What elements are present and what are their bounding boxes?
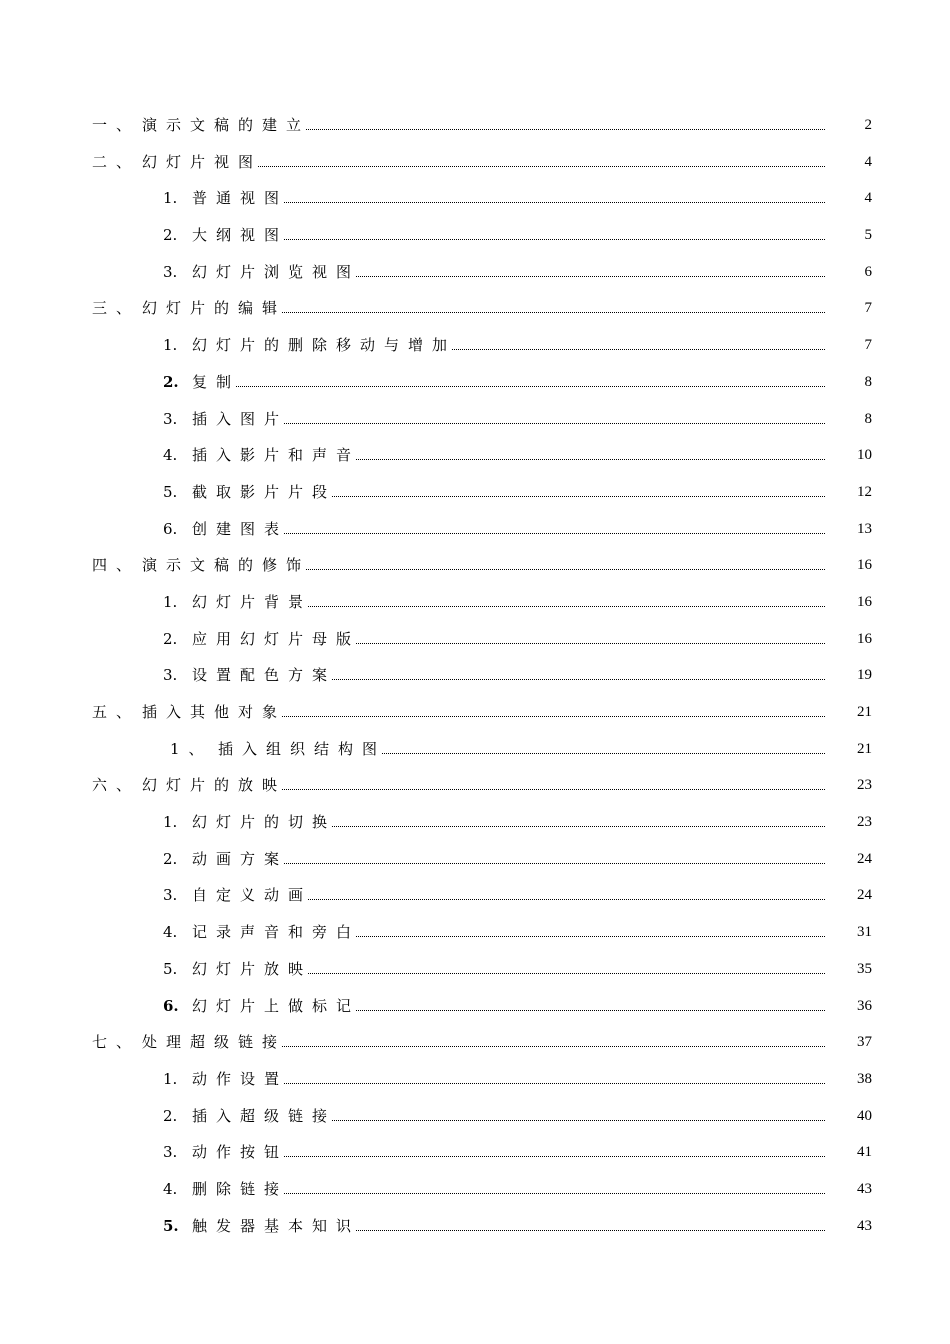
toc-entry-page: 19 [857, 667, 872, 684]
toc-leader-dots [356, 459, 825, 460]
toc-leader-dots [284, 239, 825, 240]
toc-entry-page: 21 [857, 740, 872, 757]
toc-entry-title: 插入组织结构图 [218, 739, 387, 758]
toc-entry-number: 4. [163, 446, 178, 465]
toc-entry-page: 16 [857, 630, 872, 647]
toc-entry-title: 设置配色方案 [192, 666, 337, 685]
toc-entry-number: 3. [163, 409, 178, 428]
toc-leader-dots [284, 533, 825, 534]
toc-leader-dots [258, 166, 825, 167]
toc-leader-dots [284, 1193, 825, 1194]
toc-entry-page: 23 [857, 814, 872, 831]
toc-leader-dots [356, 276, 825, 277]
toc-entry-page: 6 [864, 263, 872, 280]
toc-entry [0, 107, 950, 144]
toc-entry-page: 7 [864, 300, 872, 317]
toc-entry-title: 创建图表 [192, 519, 289, 538]
toc-entry [0, 180, 950, 217]
toc-entry-number: 2. [163, 226, 178, 245]
toc-entry-number: 三、 [92, 299, 141, 318]
toc-entry [0, 401, 950, 438]
toc-leader-dots [282, 312, 825, 313]
toc-entry-page: 36 [857, 997, 872, 1014]
toc-leader-dots [282, 1046, 825, 1047]
toc-entry-page: 10 [857, 447, 872, 464]
toc-entry-title: 幻灯片的删除移动与增加 [192, 336, 457, 355]
toc-entry-title: 应用幻灯片母版 [192, 629, 361, 648]
toc-entry [0, 437, 950, 474]
toc-entry-title: 幻灯片上做标记 [192, 996, 361, 1015]
toc-entry-number: 4. [163, 923, 178, 942]
toc-entry-title: 幻灯片的放映 [142, 776, 287, 795]
toc-entry [0, 914, 950, 951]
toc-entry-title: 动作按钮 [192, 1143, 289, 1162]
toc-entry-page: 23 [857, 777, 872, 794]
toc-entry [0, 1098, 950, 1135]
toc-entry-title: 触发器基本知识 [192, 1216, 361, 1235]
toc-entry [0, 767, 950, 804]
toc-leader-dots [356, 936, 825, 937]
toc-leader-dots [284, 202, 825, 203]
toc-entry-title: 处理超级链接 [142, 1033, 287, 1052]
toc-leader-dots [332, 826, 825, 827]
toc-entry-number: 1. [163, 592, 178, 611]
toc-entry-page: 24 [857, 850, 872, 867]
toc-leader-dots [356, 1230, 825, 1231]
toc-entry-title: 大纲视图 [192, 226, 289, 245]
toc-entry-page: 35 [857, 960, 872, 977]
toc-entry-number: 4. [163, 1179, 178, 1198]
toc-entry-page: 43 [857, 1217, 872, 1234]
toc-entry-title: 插入超级链接 [192, 1106, 337, 1125]
toc-entry-title: 演示文稿的建立 [142, 116, 311, 134]
toc-entry-title: 动作设置 [192, 1069, 289, 1088]
toc-entry-number: 3. [163, 1143, 178, 1162]
toc-entry-page: 38 [857, 1070, 872, 1087]
toc-entry-number: 二、 [92, 152, 141, 171]
toc-entry-page: 8 [864, 410, 872, 427]
toc-entry [0, 1171, 950, 1208]
toc-entry-title: 自定义动画 [192, 886, 313, 905]
toc-entry-number: 1. [163, 813, 178, 832]
toc-entry-page: 7 [864, 337, 872, 354]
toc-entry [0, 290, 950, 327]
toc-entry [0, 1134, 950, 1171]
toc-entry-number: 3. [163, 262, 178, 281]
toc-entry-title: 普通视图 [192, 189, 289, 208]
toc-entry-title: 幻灯片的编辑 [142, 299, 287, 318]
toc-entry-number: 1. [163, 1069, 178, 1088]
toc-entry-title: 幻灯片浏览视图 [192, 262, 361, 281]
toc-leader-dots [306, 129, 825, 130]
toc-entry-title: 幻灯片背景 [192, 592, 313, 611]
toc-entry-title: 插入图片 [192, 409, 289, 428]
toc-entry-number: 1. [163, 336, 178, 355]
toc-leader-dots [282, 716, 825, 717]
toc-entry-number: 2. [163, 372, 179, 391]
toc-entry-title: 幻灯片视图 [142, 152, 263, 171]
toc-leader-dots [282, 789, 825, 790]
toc-leader-dots [332, 496, 825, 497]
toc-entry-title: 删除链接 [192, 1179, 289, 1198]
toc-entry-number: 1. [163, 189, 178, 208]
toc-entry [0, 584, 950, 621]
toc-entry-number: 一、 [92, 116, 141, 134]
toc-entry-page: 43 [857, 1180, 872, 1197]
toc-entry-title: 插入其他对象 [142, 703, 287, 721]
toc-entry-page: 24 [857, 887, 872, 904]
toc-entry [0, 364, 950, 401]
toc-entry [0, 804, 950, 841]
toc-leader-dots [308, 899, 825, 900]
toc-entry-number: 3. [163, 886, 178, 905]
toc-entry [0, 547, 950, 584]
toc-leader-dots [236, 386, 825, 387]
toc-entry [0, 694, 950, 731]
toc-entry-number: 2. [163, 1106, 178, 1125]
toc-entry-page: 16 [857, 593, 872, 610]
toc-entry-title: 插入影片和声音 [192, 446, 361, 465]
toc-entry [0, 511, 950, 548]
toc-entry-number: 3. [163, 666, 178, 685]
toc-entry-page: 21 [857, 704, 872, 720]
toc-leader-dots [306, 569, 825, 570]
toc-entry [0, 1024, 950, 1061]
toc-entry-page: 41 [857, 1144, 872, 1161]
toc-entry [0, 254, 950, 291]
toc-leader-dots [284, 863, 825, 864]
toc-entry [0, 1061, 950, 1098]
toc-entry [0, 988, 950, 1025]
toc-entry [0, 1208, 950, 1245]
toc-entry [0, 144, 950, 181]
toc-entry-title: 截取影片片段 [192, 482, 337, 501]
toc-entry-number: 6. [163, 519, 178, 538]
toc-entry-number: 六、 [92, 776, 141, 795]
toc-entry-number: 五、 [92, 703, 141, 721]
toc-entry-title: 动画方案 [192, 849, 289, 868]
toc-entry-title: 复制 [192, 372, 241, 391]
toc-entry [0, 621, 950, 658]
toc-entry-number: 5. [163, 1216, 179, 1235]
toc-entry-number: 5. [163, 959, 178, 978]
table-of-contents [0, 107, 950, 1244]
toc-entry-title: 幻灯片的切换 [192, 813, 337, 832]
toc-entry [0, 657, 950, 694]
toc-entry-title: 记录声音和旁白 [192, 923, 361, 942]
toc-entry [0, 327, 950, 364]
toc-entry-number: 四、 [92, 556, 141, 575]
toc-leader-dots [284, 423, 825, 424]
toc-entry-number: 七、 [92, 1033, 141, 1052]
toc-leader-dots [332, 1120, 825, 1121]
toc-leader-dots [356, 643, 825, 644]
toc-leader-dots [332, 679, 825, 680]
toc-leader-dots [308, 606, 825, 607]
toc-entry-page: 16 [857, 557, 872, 574]
toc-leader-dots [356, 1010, 825, 1011]
toc-entry-number: 5. [163, 482, 178, 501]
toc-leader-dots [308, 973, 825, 974]
toc-entry-page: 8 [864, 373, 872, 390]
toc-entry-title: 演示文稿的修饰 [142, 556, 311, 575]
toc-entry-page: 13 [857, 520, 872, 537]
toc-leader-dots [284, 1083, 825, 1084]
toc-leader-dots [284, 1156, 825, 1157]
toc-entry [0, 731, 950, 768]
toc-entry-page: 37 [857, 1034, 872, 1051]
toc-entry-page: 4 [864, 190, 872, 207]
toc-entry [0, 841, 950, 878]
toc-entry-number: 1、 [170, 739, 213, 758]
toc-entry [0, 951, 950, 988]
toc-entry-page: 4 [864, 153, 872, 170]
toc-entry-number: 2. [163, 849, 178, 868]
toc-leader-dots [382, 753, 825, 754]
toc-entry-page: 31 [857, 924, 872, 941]
toc-entry-number: 2. [163, 629, 178, 648]
toc-entry [0, 217, 950, 254]
toc-entry-page: 12 [857, 483, 872, 500]
toc-leader-dots [452, 349, 825, 350]
toc-entry [0, 474, 950, 511]
toc-entry-page: 40 [857, 1107, 872, 1124]
toc-entry-page: 5 [864, 227, 872, 244]
toc-entry [0, 877, 950, 914]
toc-entry-page: 2 [864, 117, 872, 133]
toc-entry-number: 6. [163, 996, 179, 1015]
toc-entry-title: 幻灯片放映 [192, 959, 313, 978]
